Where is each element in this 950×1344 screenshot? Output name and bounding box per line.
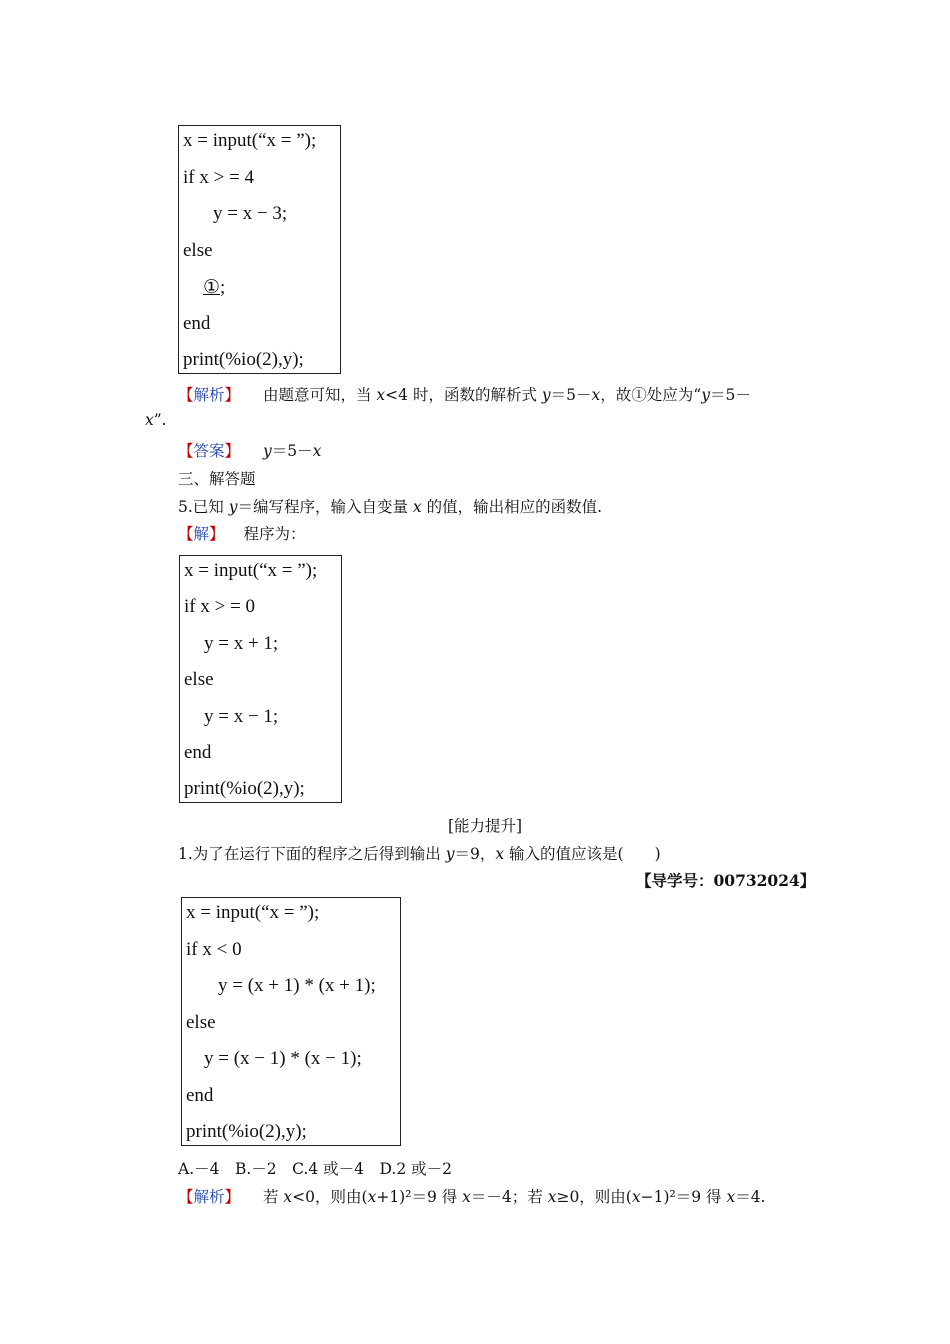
answer-label: 答案 xyxy=(193,442,225,460)
analysis-label: 解析 xyxy=(193,386,225,404)
code-line: x = input(“x = ”); xyxy=(184,560,318,581)
question-1 xyxy=(178,842,661,864)
bracket-close: 】 xyxy=(224,1188,241,1206)
code-line: if x > = 4 xyxy=(183,167,255,188)
solution-label: 解 xyxy=(193,525,210,543)
code-block-1 xyxy=(178,125,341,374)
text: ＝5－ xyxy=(271,442,313,460)
text: ＝5－ xyxy=(550,386,592,404)
code-line: y = (x − 1) * (x − 1); xyxy=(204,1048,362,1069)
text: ＝－4；若 xyxy=(470,1188,548,1206)
section-heading: 三、解答题 xyxy=(178,470,256,488)
bracket-open: 【 xyxy=(178,1188,194,1206)
var: x xyxy=(412,498,422,516)
var: x xyxy=(631,1188,641,1206)
text: <0，则由( xyxy=(292,1188,368,1206)
analysis-1 xyxy=(178,383,751,405)
text: 5.已知 xyxy=(178,498,229,516)
bracket-close: 】 xyxy=(209,525,225,543)
var: x xyxy=(283,1188,293,1206)
var: x xyxy=(495,845,505,863)
code-line: x = input(“x = ”); xyxy=(186,902,320,923)
code-line: print(%io(2),y); xyxy=(183,349,304,370)
var: x xyxy=(312,442,322,460)
ability-heading: [能力提升] xyxy=(448,817,523,835)
text: 输入的值应该是( ) xyxy=(504,845,661,863)
text: 的值，输出相应的函数值. xyxy=(421,498,603,516)
guide-number: 【导学号：00732024】 xyxy=(636,871,816,890)
text: 若 xyxy=(262,1188,284,1206)
bracket-open: 【 xyxy=(178,525,194,543)
var: x xyxy=(376,386,386,404)
code-line: if x > = 0 xyxy=(184,596,256,617)
text: ，故①处应为“ xyxy=(600,386,702,404)
semicolon: ; xyxy=(220,277,226,298)
bracket-open: 【 xyxy=(178,386,194,404)
blank-marker: ① xyxy=(203,277,221,298)
bracket-close: 】 xyxy=(224,386,241,404)
analysis-1-line2 xyxy=(145,411,167,429)
bracket-close: 】 xyxy=(224,442,241,460)
var: x xyxy=(367,1188,377,1206)
code-line: else xyxy=(183,240,213,261)
text: ≥0，则由( xyxy=(556,1188,632,1206)
code-line: end xyxy=(186,1085,214,1106)
code-block-3 xyxy=(181,897,401,1146)
text: 由题意可知，当 xyxy=(262,386,377,404)
text: <4 时，函数的解析式 xyxy=(385,386,542,404)
code-line: y = (x + 1) * (x + 1); xyxy=(218,975,376,996)
code-line-blank xyxy=(203,276,225,299)
text: ”. xyxy=(153,411,167,429)
var: x xyxy=(145,411,154,429)
text: −1)²＝9 得 xyxy=(640,1188,727,1206)
code-line: y = x − 3; xyxy=(213,203,288,224)
var: x xyxy=(462,1188,471,1206)
analysis-label: 解析 xyxy=(193,1188,225,1206)
code-line: if x < 0 xyxy=(186,939,242,960)
code-line: x = input(“x = ”); xyxy=(183,130,317,151)
var: y xyxy=(445,845,455,863)
code-line: else xyxy=(186,1012,216,1033)
answer-1 xyxy=(178,439,321,461)
code-line: y = x − 1; xyxy=(204,706,279,727)
var: x xyxy=(591,386,601,404)
bracket-open: 【 xyxy=(178,442,194,460)
code-line: end xyxy=(184,742,212,763)
text: ＝5－ xyxy=(709,386,751,404)
code-line: else xyxy=(184,669,214,690)
text: ＝4. xyxy=(735,1188,766,1206)
var: x xyxy=(547,1188,557,1206)
var: y xyxy=(541,386,551,404)
text: 1.为了在运行下面的程序之后得到输出 xyxy=(178,845,446,863)
var: y xyxy=(701,386,710,404)
text: ＝编写程序，输入自变量 xyxy=(237,498,413,516)
text: ＝9， xyxy=(454,845,496,863)
text: +1)²＝9 得 xyxy=(376,1188,463,1206)
text: 程序为： xyxy=(243,525,306,543)
code-line: print(%io(2),y); xyxy=(186,1121,307,1142)
solution-5 xyxy=(178,522,306,544)
code-line: y = x + 1; xyxy=(204,633,279,654)
var: x xyxy=(726,1188,736,1206)
var: y xyxy=(262,442,272,460)
answer-options: A.－4 B.－2 C.4 或－4 D.2 或－2 xyxy=(178,1160,452,1178)
var: y xyxy=(228,498,238,516)
code-line: print(%io(2),y); xyxy=(184,778,305,799)
question-5 xyxy=(178,495,602,517)
code-block-2 xyxy=(179,555,342,803)
analysis-2 xyxy=(178,1185,765,1207)
code-line: end xyxy=(183,313,211,334)
